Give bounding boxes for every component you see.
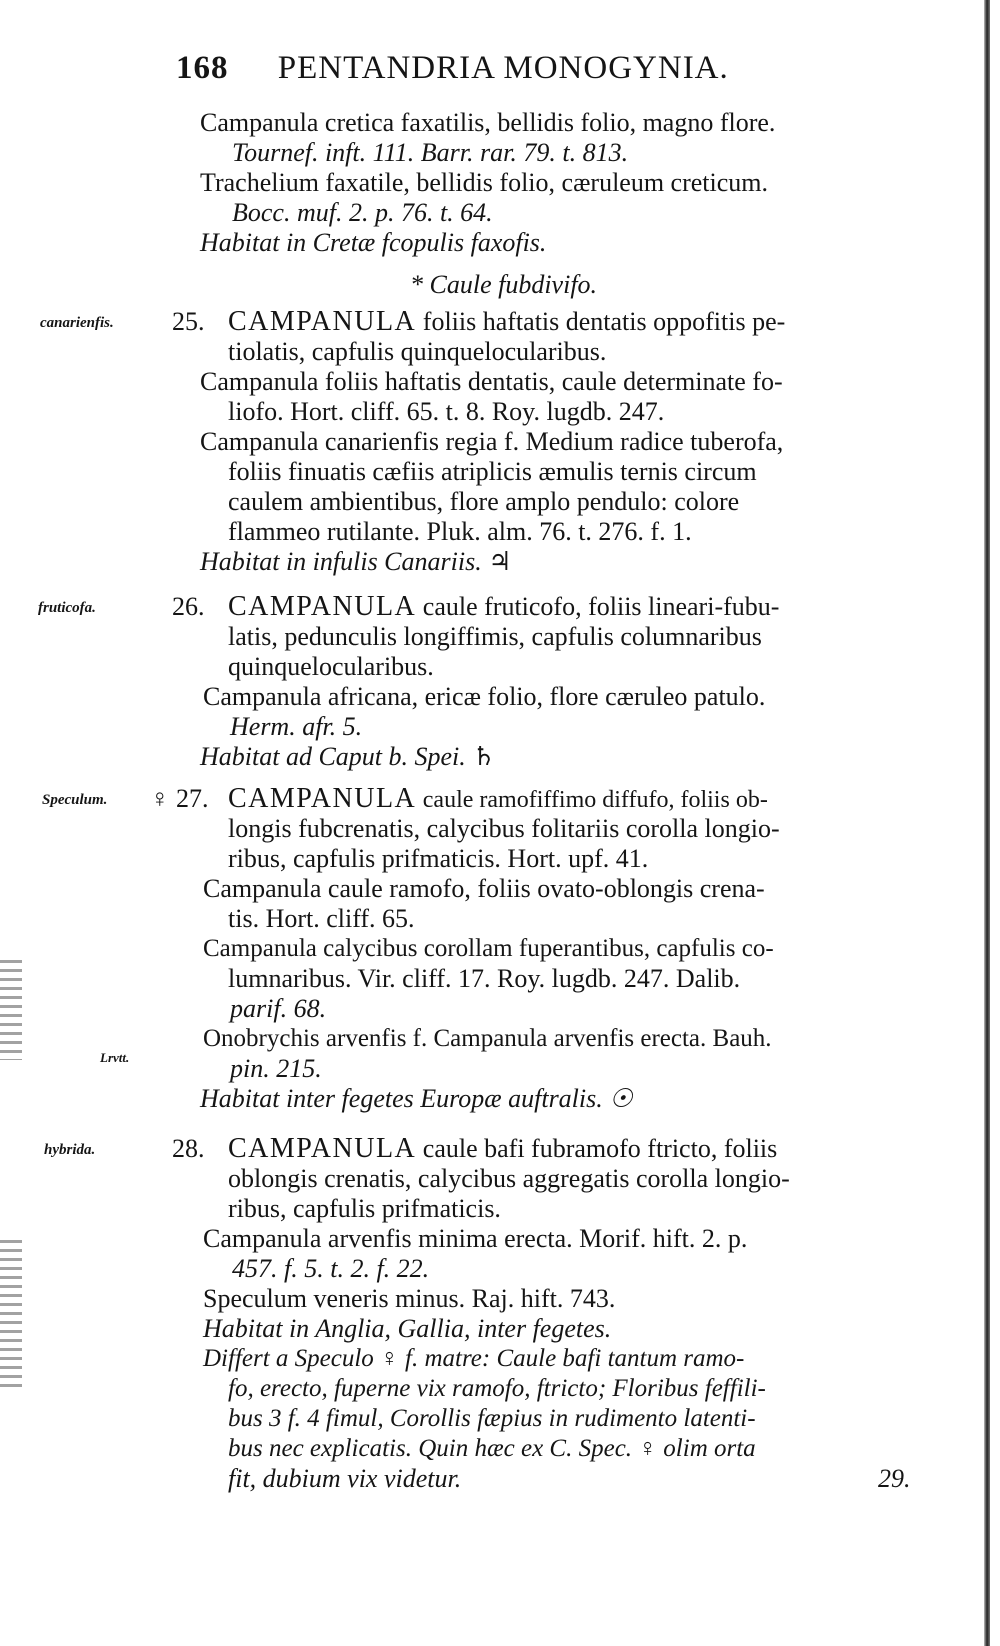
- text-line: parif. 68.: [230, 994, 327, 1023]
- species-entry-line: [228, 784, 768, 815]
- text-line: Speculum veneris minus. Raj. hift. 743.: [203, 1284, 616, 1313]
- text-line: Trachelium faxatile, bellidis folio, cæruleum creticum.: [200, 168, 769, 197]
- text-line: Campanula africana, ericæ folio, flore cæruleo patulo.: [203, 682, 766, 711]
- text-line: tis. Hort. cliff. 65.: [228, 904, 415, 933]
- habitat-line: Habitat in infulis Canariis. ♃: [200, 547, 512, 576]
- species-entry-line: [228, 592, 779, 622]
- page-number: 168: [176, 50, 229, 86]
- margin-species-name: canarienfis.: [40, 315, 114, 331]
- text-line: caulem ambientibus, flore amplo pendulo: colore: [228, 487, 740, 516]
- habitat-line: Habitat ad Caput b. Spei. ♄: [200, 742, 496, 771]
- text-line: Bocc. muf. 2. p. 76. t. 64.: [232, 198, 493, 227]
- text-line: liofo. Hort. cliff. 65. t. 8. Roy. lugdb. 247.: [228, 397, 665, 426]
- habitat-line: Habitat in Cretæ fcopulis faxofis.: [200, 228, 547, 257]
- text-line: fo, erecto, fuperne vix ramofo, ftricto; Floribus feffili-: [228, 1375, 766, 1402]
- text-line: ribus, capfulis prifmaticis.: [228, 1194, 501, 1223]
- edge-bleed-mark: [0, 960, 22, 1060]
- text-line: Campanula cretica faxatilis, bellidis folio, magno flore.: [200, 108, 776, 137]
- text-line: 457. f. 5. t. 2. f. 22.: [232, 1254, 430, 1283]
- diagnosis-text: caule fruticofo, foliis lineari-fubu-: [422, 592, 780, 621]
- page-spine-edge: [984, 0, 990, 1646]
- text-line: oblongis crenatis, calycibus aggregatis corolla longio-: [228, 1164, 790, 1193]
- text-line: fit, dubium vix videtur.: [228, 1464, 462, 1493]
- page-title: PENTANDRIA MONOGYNIA.: [277, 50, 729, 86]
- text-line: Differt a Speculo ♀ f. matre: Caule bafi tantum ramo-: [203, 1345, 745, 1372]
- edge-bleed-mark: [0, 1240, 22, 1390]
- text-line: ribus, capfulis prifmaticis. Hort. upf. 41.: [228, 844, 649, 873]
- diagnosis-text: caule ramofiffimo diffufo, foliis ob-: [422, 787, 768, 813]
- text-line: bus 3 f. 4 fimul, Corollis fæpius in rudimento latenti-: [228, 1405, 756, 1432]
- text-line: quinquelocularibus.: [228, 652, 434, 681]
- margin-stray-mark: Lrvtt.: [100, 1050, 130, 1065]
- habitat-line: Habitat inter fegetes Europæ auftralis. ☉: [200, 1084, 633, 1113]
- margin-species-name: hybrida.: [44, 1142, 96, 1158]
- text-line: latis, pedunculis longiffimis, capfulis columnaribus: [228, 622, 762, 651]
- text-line: Campanula canarienfis regia f. Medium radice tuberofa,: [200, 427, 784, 456]
- species-entry-line: [228, 1134, 777, 1164]
- text-line: Onobrychis arvenfis f. Campanula arvenfis erecta. Bauh.: [203, 1025, 772, 1052]
- genus-name: CAMPANULA: [228, 783, 417, 814]
- text-line: Tournef. inft. 111. Barr. rar. 79. t. 813.: [232, 138, 629, 167]
- text-line: lumnaribus. Vir. cliff. 17. Roy. lugdb. 247. Dalib.: [228, 964, 741, 993]
- margin-species-name: fruticofa.: [38, 600, 96, 616]
- genus-name: CAMPANULA: [228, 1133, 417, 1164]
- margin-species-name: Speculum.: [42, 792, 108, 808]
- text-line: Campanula caule ramofo, foliis ovato-oblongis crena-: [203, 874, 765, 903]
- species-number: ♀ 27.: [150, 784, 209, 813]
- species-entry-line: [228, 307, 785, 337]
- species-number: 25.: [172, 307, 205, 336]
- text-line: foliis finuatis cæfiis atriplicis æmulis ternis circum: [228, 457, 757, 486]
- text-line: Campanula calycibus corollam fuperantibus, capfulis co-: [203, 935, 774, 962]
- genus-name: CAMPANULA: [228, 591, 417, 622]
- species-number: 28.: [172, 1134, 205, 1163]
- diagnosis-text: foliis haftatis dentatis oppofitis pe-: [422, 307, 786, 336]
- section-heading: * Caule fubdivifo.: [410, 270, 598, 299]
- species-number: 26.: [172, 592, 205, 621]
- text-line: longis fubcrenatis, calycibus folitariis corolla longio-: [228, 814, 780, 843]
- habitat-line: Habitat in Anglia, Gallia, inter fegetes.: [203, 1314, 612, 1343]
- diagnosis-text: caule bafi fubramofo ftricto, foliis: [422, 1134, 778, 1163]
- catchword: 29.: [878, 1464, 911, 1493]
- text-line: pin. 215.: [230, 1054, 322, 1083]
- text-line: Herm. afr. 5.: [230, 712, 363, 741]
- running-header: [176, 50, 729, 87]
- genus-name: CAMPANULA: [228, 306, 417, 337]
- text-line: bus nec explicatis. Quin hæc ex C. Spec. ♀ olim orta: [228, 1435, 756, 1462]
- text-line: Campanula foliis haftatis dentatis, caule determinate fo-: [200, 367, 783, 396]
- text-line: flammeo rutilante. Pluk. alm. 76. t. 276. f. 1.: [228, 517, 692, 546]
- text-line: tiolatis, capfulis quinquelocularibus.: [228, 337, 607, 366]
- text-line: Campanula arvenfis minima erecta. Morif. hift. 2. p.: [203, 1224, 748, 1253]
